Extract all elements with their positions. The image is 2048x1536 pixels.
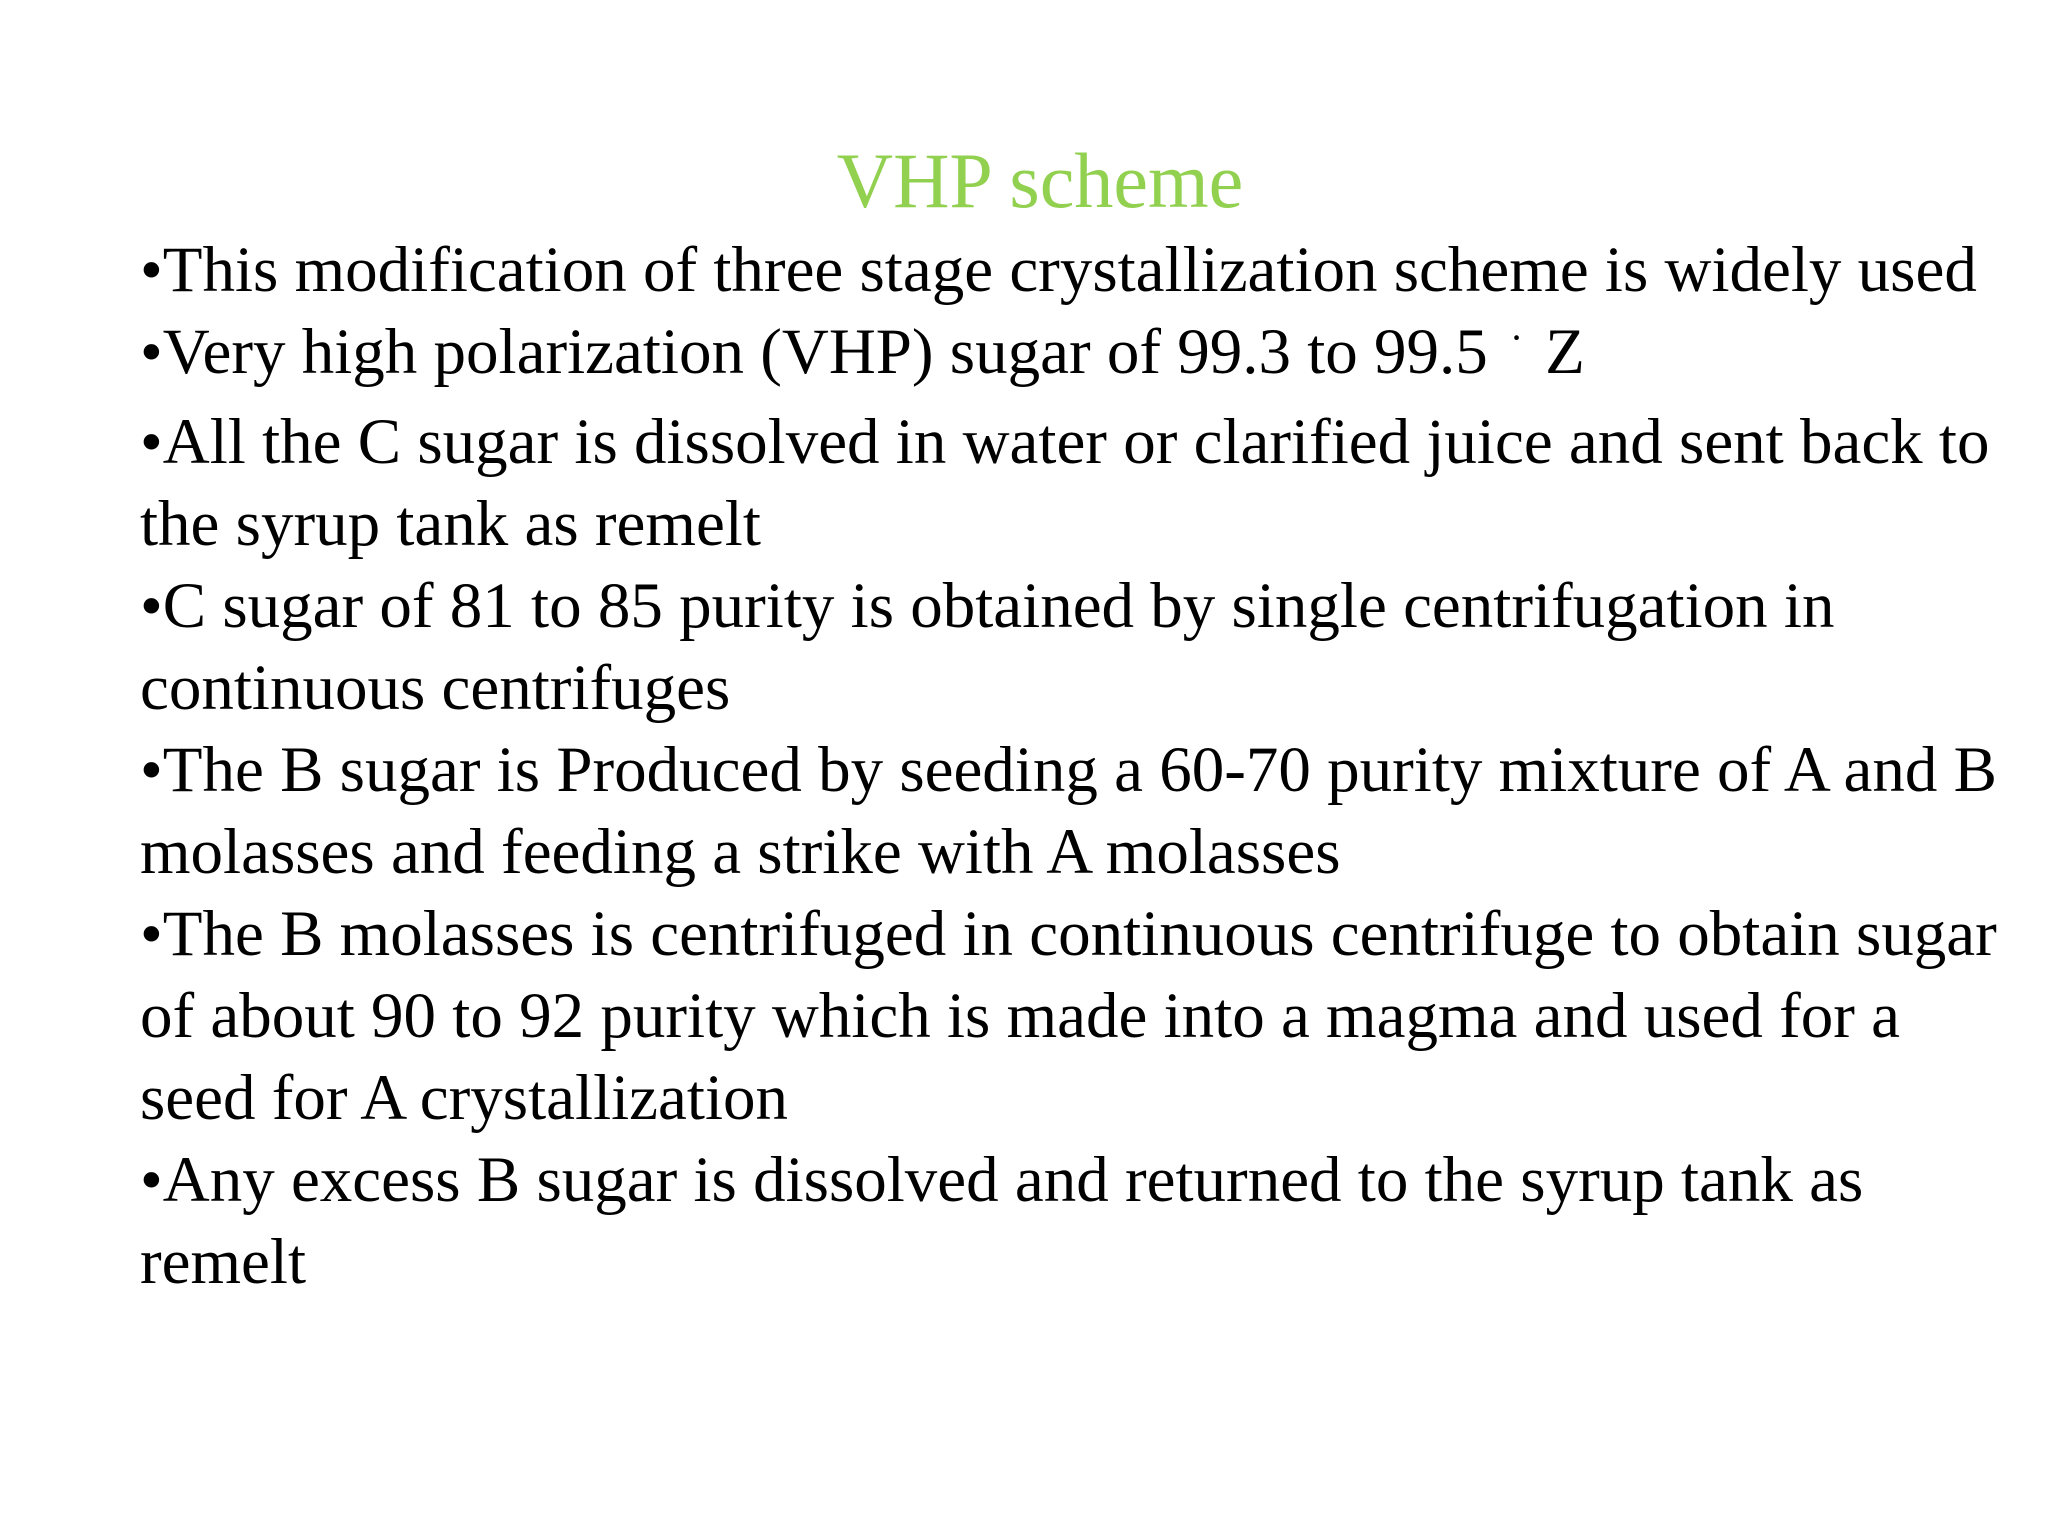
- bullet-text: C sugar of 81 to 85 purity is obtained by single centrifugation in continuous centrifuges: [140, 570, 1835, 724]
- list-item: [140, 565, 2000, 729]
- bullet-icon: •: [140, 316, 163, 388]
- list-item: [140, 893, 2000, 1139]
- bullet-text: All the C sugar is dissolved in water or clarified juice and sent back to the syrup tank as remelt: [140, 406, 1990, 560]
- bullet-text: The B sugar is Produced by seeding a 60-70 purity mixture of A and B molasses and feeding a strike with A molasses: [140, 734, 1997, 888]
- list-item: [140, 311, 2000, 401]
- bullet-icon: •: [140, 734, 163, 806]
- list-item: [140, 1139, 2000, 1303]
- bullet-text: The B molasses is centrifuged in continuous centrifuge to obtain sugar of about 90 to 92 purity which is made into a magma and used for a seed for A crystallization: [140, 898, 1997, 1134]
- bullet-text: This modification of three stage crystallization scheme is widely used: [162, 234, 1977, 306]
- bullet-icon: •: [140, 570, 163, 642]
- stray-dot-glyph: ·: [1509, 315, 1524, 360]
- bullet-text: Any excess B sugar is dissolved and returned to the syrup tank as remelt: [140, 1144, 1864, 1298]
- bullet-list: [140, 229, 2000, 1303]
- bullet-icon: •: [140, 1144, 163, 1216]
- bullet-icon: •: [140, 234, 163, 306]
- bullet-icon: •: [140, 406, 163, 478]
- list-item: [140, 729, 2000, 893]
- stray-z-glyph: Z: [1545, 316, 1585, 388]
- list-item: [140, 401, 2000, 565]
- bullet-icon: •: [140, 898, 163, 970]
- bullet-text: Very high polarization (VHP) sugar of 99.3 to 99.5: [162, 316, 1488, 388]
- slide-title: VHP scheme: [836, 137, 1244, 224]
- list-item: [140, 229, 2000, 311]
